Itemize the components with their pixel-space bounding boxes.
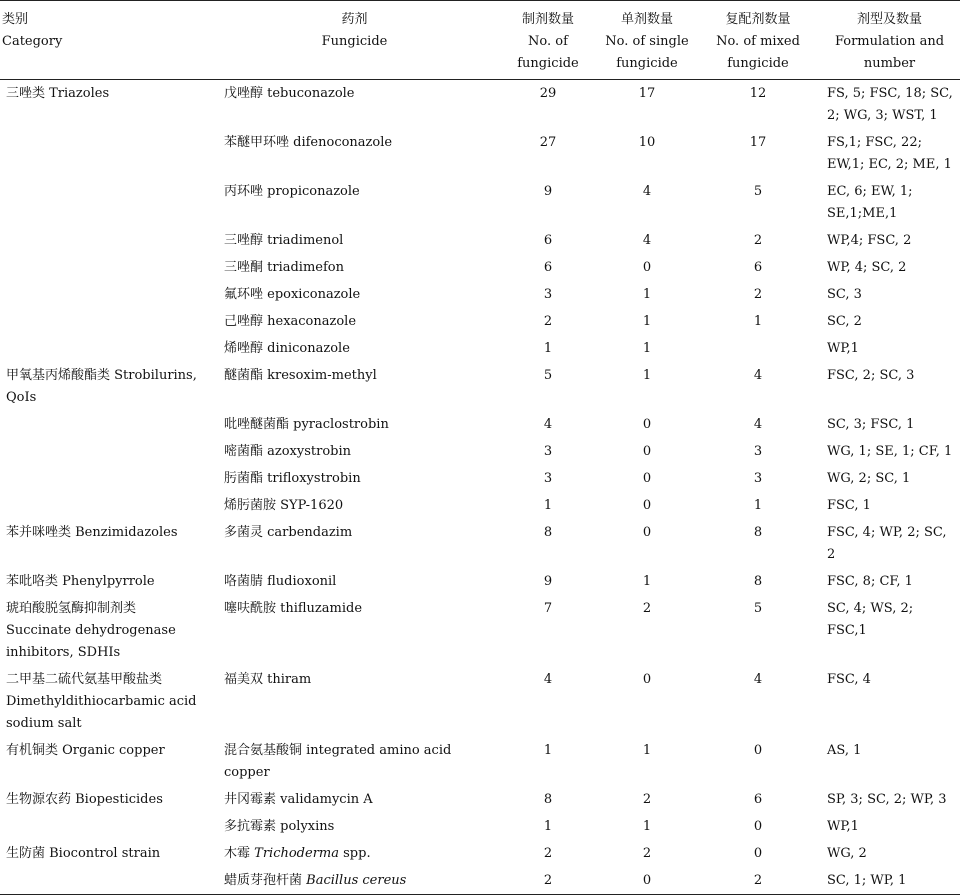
cell-category: 琥珀酸脱氢酶抑制剂类 Succinate dehydrogenase inhibitors, SDHIs (6, 601, 176, 660)
cell-num: 3 (543, 287, 553, 302)
table-row (0, 737, 960, 786)
cell-mixed: 12 (749, 86, 767, 101)
cell-fungicide: 福美双 thiram (224, 672, 312, 687)
cell-category (0, 227, 210, 254)
cell-category (0, 335, 210, 362)
cell-single: 2 (642, 846, 652, 861)
cell-fungicide: 己唑醇 hexaconazole (224, 314, 357, 329)
header-form-cn: 剂型及数量 (856, 12, 922, 27)
header-single-en2: fungicide (616, 56, 678, 71)
cell-num: 1 (543, 743, 553, 758)
cell-num: 5 (543, 368, 553, 383)
table-row (0, 840, 960, 867)
header-num (499, 1, 597, 80)
cell-fungicide: 三唑醇 triadimenol (224, 233, 344, 248)
cell-mixed: 5 (753, 601, 763, 616)
cell-formulation: SC, 3 (827, 287, 862, 302)
cell-formulation: WG, 2 (827, 846, 867, 861)
cell-single: 1 (642, 314, 652, 329)
cell-mixed: 8 (753, 525, 763, 540)
cell-fungicide: 苯醚甲环唑 difenoconazole (224, 135, 393, 150)
cell-category (0, 465, 210, 492)
cell-formulation: SP, 3; SC, 2; WP, 3 (827, 792, 947, 807)
cell-formulation: FS, 5; FSC, 18; SC, 2; WG, 3; WST, 1 (827, 86, 953, 123)
cell-fungicide: 多菌灵 carbendazim (224, 525, 353, 540)
cell-fungicide: 氟环唑 epoxiconazole (224, 287, 361, 302)
cell-mixed: 3 (753, 444, 763, 459)
cell-fungicide: 戊唑醇 tebuconazole (224, 86, 355, 101)
cell-category: 生物源农药 Biopesticides (6, 792, 163, 807)
cell-mixed: 1 (753, 498, 763, 513)
fungicide-cn: 蜡质芽孢杆菌 (224, 873, 303, 888)
cell-num: 2 (543, 846, 553, 861)
table-row (0, 80, 960, 130)
header-mixed-en2: fungicide (727, 56, 789, 71)
cell-fungicide: 烯唑醇 diniconazole (224, 341, 350, 356)
table-row (0, 227, 960, 254)
header-num-en1: No. of (528, 34, 568, 49)
cell-mixed: 17 (749, 135, 767, 150)
cell-formulation: WG, 1; SE, 1; CF, 1 (827, 444, 953, 459)
cell-num: 6 (543, 233, 553, 248)
cell-formulation: WP, 4; SC, 2 (827, 260, 907, 275)
cell-category (0, 813, 210, 840)
fungicide-italic: Trichoderma (254, 846, 339, 861)
cell-category (0, 281, 210, 308)
cell-fungicide: 嘧菌酯 azoxystrobin (224, 444, 352, 459)
fungicide-italic: Bacillus cereus (306, 873, 407, 888)
header-mixed-cn: 复配剂数量 (725, 12, 791, 27)
cell-num: 9 (543, 184, 553, 199)
cell-category: 苯并咪唑类 Benzimidazoles (6, 525, 178, 540)
cell-formulation: SC, 1; WP, 1 (819, 867, 960, 895)
cell-category: 有机铜类 Organic copper (6, 743, 165, 758)
cell-num: 7 (543, 601, 553, 616)
table-row (0, 492, 960, 519)
cell-formulation: FSC, 1 (827, 498, 871, 513)
cell-fungicide: 肟菌酯 trifloxystrobin (224, 471, 361, 486)
cell-category: 二甲基二硫代氨基甲酸盐类 Dimethyldithiocarbamic acid sodium salt (6, 672, 197, 731)
cell-fungicide (210, 867, 499, 895)
cell-mixed (697, 335, 819, 362)
cell-mixed: 4 (753, 417, 763, 432)
cell-formulation: EC, 6; EW, 1; SE,1;ME,1 (827, 184, 913, 221)
header-fungicide-en: Fungicide (321, 34, 388, 49)
header-num-cn: 制剂数量 (521, 12, 574, 27)
header-mixed (697, 1, 819, 80)
cell-num: 2 (543, 314, 553, 329)
cell-fungicide: 醚菌酯 kresoxim-methyl (224, 368, 377, 383)
cell-single: 17 (638, 86, 656, 101)
table-row (0, 666, 960, 737)
table-row (0, 519, 960, 568)
cell-single: 0 (642, 498, 652, 513)
cell-formulation: WP,1 (827, 819, 859, 834)
cell-single: 4 (642, 233, 652, 248)
table-row (0, 281, 960, 308)
cell-category: 苯吡咯类 Phenylpyrrole (6, 574, 155, 589)
table-row (0, 308, 960, 335)
cell-num: 4 (543, 672, 553, 687)
cell-single: 0 (642, 525, 652, 540)
cell-single: 1 (642, 341, 652, 356)
cell-fungicide: 噻呋酰胺 thifluzamide (224, 601, 363, 616)
cell-num: 4 (543, 417, 553, 432)
header-category-en: Category (2, 34, 63, 49)
cell-category: 甲氧基丙烯酸酯类 Strobilurins, QoIs (6, 368, 197, 405)
table-row (0, 595, 960, 666)
cell-fungicide: 多抗霉素 polyxins (224, 819, 335, 834)
table-row (0, 438, 960, 465)
cell-formulation: SC, 2 (827, 314, 862, 329)
header-single (597, 1, 697, 80)
cell-single: 2 (642, 601, 652, 616)
cell-mixed: 2 (753, 287, 763, 302)
cell-category (0, 492, 210, 519)
table-row (0, 362, 960, 411)
cell-formulation: AS, 1 (827, 743, 862, 758)
table-row (0, 129, 960, 178)
cell-formulation: SC, 4; WS, 2; FSC,1 (827, 601, 914, 638)
cell-fungicide: 混合氨基酸铜 integrated amino acid copper (224, 743, 452, 780)
cell-mixed: 0 (753, 819, 763, 834)
table-row (0, 568, 960, 595)
header-mixed-en1: No. of mixed (716, 34, 800, 49)
cell-category: 三唑类 Triazoles (6, 86, 110, 101)
cell-num: 1 (543, 498, 553, 513)
cell-num: 3 (543, 444, 553, 459)
header-fungicide (210, 1, 499, 80)
table-header (0, 1, 960, 80)
header-num-en2: fungicide (517, 56, 579, 71)
header-category (0, 1, 210, 80)
table-row (0, 254, 960, 281)
cell-single: 0 (597, 867, 697, 895)
cell-category (0, 254, 210, 281)
cell-mixed: 2 (697, 867, 819, 895)
cell-mixed: 3 (753, 471, 763, 486)
cell-num: 27 (539, 135, 557, 150)
cell-mixed: 6 (753, 792, 763, 807)
table-row (0, 335, 960, 362)
cell-fungicide: 吡唑醚菌酯 pyraclostrobin (224, 417, 389, 432)
cell-mixed: 0 (753, 743, 763, 758)
cell-category (0, 178, 210, 227)
cell-fungicide: 咯菌腈 fludioxonil (224, 574, 337, 589)
cell-num: 3 (543, 471, 553, 486)
cell-fungicide (210, 840, 499, 867)
cell-category (0, 129, 210, 178)
cell-num: 6 (543, 260, 553, 275)
cell-mixed: 6 (753, 260, 763, 275)
cell-formulation: FSC, 4 (827, 672, 871, 687)
cell-num: 8 (543, 792, 553, 807)
cell-category: 生防菌 Biocontrol strain (6, 846, 161, 861)
header-formulation (819, 1, 960, 80)
cell-single: 1 (642, 819, 652, 834)
header-category-cn: 类别 (2, 12, 29, 27)
cell-single: 1 (642, 574, 652, 589)
cell-single: 0 (642, 417, 652, 432)
fungicide-cn: 木霉 (224, 846, 251, 861)
table-row (0, 813, 960, 840)
cell-mixed: 4 (753, 368, 763, 383)
table-row (0, 867, 960, 895)
cell-formulation: SC, 3; FSC, 1 (827, 417, 915, 432)
cell-formulation: WP,1 (827, 341, 859, 356)
header-single-cn: 单剂数量 (620, 12, 673, 27)
cell-single: 0 (642, 444, 652, 459)
cell-formulation: FSC, 2; SC, 3 (827, 368, 915, 383)
cell-single: 0 (642, 260, 652, 275)
header-fungicide-cn: 药剂 (341, 12, 368, 27)
cell-fungicide: 烯肟菌胺 SYP-1620 (224, 498, 344, 513)
cell-mixed: 1 (753, 314, 763, 329)
cell-fungicide: 井冈霉素 validamycin A (224, 792, 373, 807)
header-form-en1: Formulation and (834, 34, 945, 49)
cell-formulation: FS,1; FSC, 22; EW,1; EC, 2; ME, 1 (827, 135, 952, 172)
cell-single: 1 (642, 368, 652, 383)
cell-mixed: 4 (753, 672, 763, 687)
cell-single: 2 (642, 792, 652, 807)
cell-category (0, 411, 210, 438)
cell-formulation: FSC, 4; WP, 2; SC, 2 (827, 525, 947, 562)
header-single-en1: No. of single (605, 34, 689, 49)
cell-category (0, 438, 210, 465)
cell-category (0, 867, 210, 895)
cell-single: 0 (642, 672, 652, 687)
cell-num: 8 (543, 525, 553, 540)
table-row (0, 465, 960, 492)
cell-num: 1 (543, 341, 553, 356)
header-form-en2: number (863, 56, 916, 71)
cell-single: 0 (642, 471, 652, 486)
cell-num: 2 (499, 867, 597, 895)
cell-formulation: WP,4; FSC, 2 (827, 233, 912, 248)
table-row (0, 411, 960, 438)
cell-single: 4 (642, 184, 652, 199)
cell-category (0, 308, 210, 335)
table-row (0, 786, 960, 813)
cell-mixed: 2 (753, 233, 763, 248)
cell-num: 9 (543, 574, 553, 589)
table-row (0, 178, 960, 227)
cell-single: 1 (642, 743, 652, 758)
cell-num: 1 (543, 819, 553, 834)
cell-mixed: 0 (753, 846, 763, 861)
header-row (0, 1, 960, 80)
cell-num: 29 (539, 86, 557, 101)
table-body (0, 80, 960, 895)
fungicide-tail: spp. (339, 846, 371, 861)
cell-fungicide: 丙环唑 propiconazole (224, 184, 360, 199)
cell-formulation: FSC, 8; CF, 1 (827, 574, 913, 589)
cell-formulation: WG, 2; SC, 1 (827, 471, 911, 486)
cell-single: 1 (642, 287, 652, 302)
cell-fungicide: 三唑酮 triadimefon (224, 260, 344, 275)
cell-mixed: 5 (753, 184, 763, 199)
cell-single: 10 (638, 135, 656, 150)
cell-mixed: 8 (753, 574, 763, 589)
